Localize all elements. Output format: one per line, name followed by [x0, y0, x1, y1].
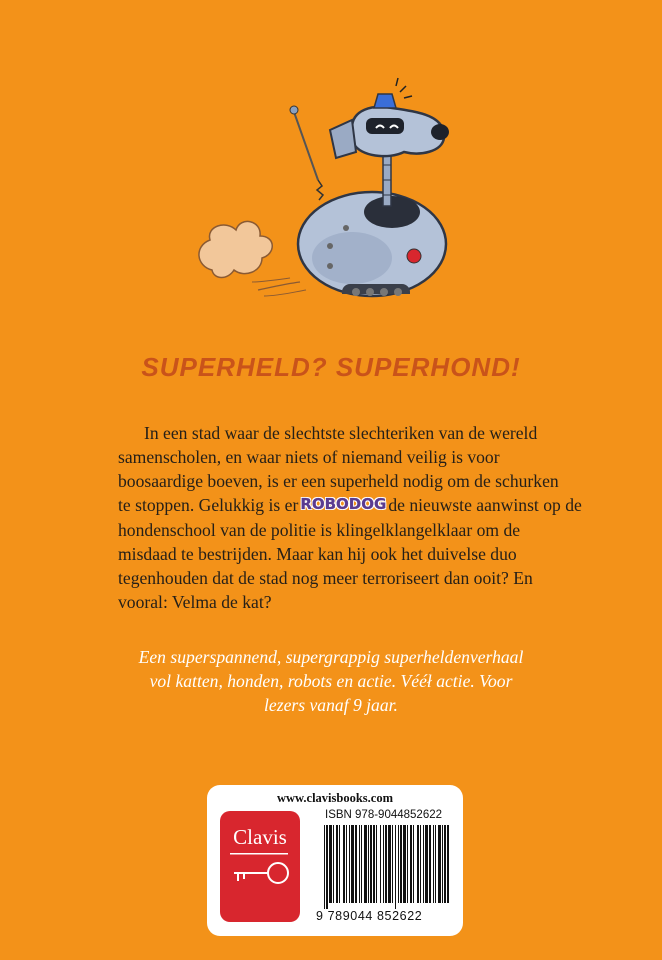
barcode-bar: [324, 825, 325, 909]
synopsis-line: boosaardige boeven, is er een superheld nodig om de schurken: [118, 471, 559, 491]
barcode-bar: [413, 825, 414, 903]
smoke-cloud: [199, 221, 306, 296]
barcode-panel: [207, 785, 463, 936]
barcode-bar: [392, 825, 393, 903]
blurb-line: lezers vanaf 9 jaar.: [264, 695, 398, 715]
synopsis-line: samenscholen, en waar niets of niemand veilig is voor: [118, 447, 500, 467]
tagline: SUPERHELD? SUPERHOND!: [141, 352, 521, 382]
barcode-bar: [429, 825, 431, 903]
key-icon: [220, 811, 300, 922]
barcode-bar: [351, 825, 354, 903]
barcode-bar: [407, 825, 408, 903]
barcode-bar: [444, 825, 446, 903]
barcode-bar: [398, 825, 399, 903]
synopsis-line: hondenschool van de politie is klingelklangelklaar om de: [118, 520, 521, 540]
barcode-bar: [326, 825, 328, 909]
barcode-bar: [329, 825, 332, 903]
robot-dog-illustration: [0, 0, 662, 330]
barcode-bar: [420, 825, 421, 903]
barcode-bar: [435, 825, 436, 903]
robot-head: [330, 78, 449, 158]
barcode-bar: [368, 825, 369, 903]
barcode-bar: [359, 825, 360, 903]
isbn-label: ISBN 978-9044852622: [325, 809, 443, 821]
synopsis-line: In een stad waar de slechtste slechteriken van de wereld: [144, 423, 538, 443]
publisher-name: Clavis: [233, 825, 287, 849]
barcode-bar: [395, 825, 396, 909]
barcode-bar: [361, 825, 362, 903]
synopsis-line: vooral: Velma de kat?: [118, 592, 272, 612]
publisher-logo: [220, 811, 300, 922]
barcode-bar: [370, 825, 372, 903]
synopsis: [118, 421, 582, 614]
barcode-bar: [403, 825, 406, 903]
barcode-bar: [400, 825, 402, 903]
synopsis-line-with-logo: [118, 493, 582, 518]
publisher-url[interactable]: www.clavisbooks.com: [277, 791, 393, 805]
blurb-line: Een superspannend, supergrappig superheldenverhaal: [138, 647, 524, 667]
barcode-bar: [383, 825, 384, 903]
robot-body: [298, 192, 446, 296]
barcode-bar: [349, 825, 350, 903]
barcode-bar: [385, 825, 387, 903]
barcode-bar: [442, 825, 443, 903]
barcode-bar: [417, 825, 419, 903]
barcode: [320, 825, 456, 909]
synopsis-fragment: de nieuwste aanwinst op de: [388, 495, 582, 515]
barcode-bar: [380, 825, 381, 903]
barcode-bar: [346, 825, 347, 903]
barcode-bar: [364, 825, 367, 903]
barcode-bar: [433, 825, 434, 903]
blurb: [100, 645, 562, 717]
barcode-bar: [438, 825, 441, 903]
barcode-bar: [447, 825, 449, 903]
synopsis-line: tegenhouden dat de stad nog meer terroriseert dan ooit? En: [118, 568, 533, 588]
robot-neck: [383, 150, 391, 206]
barcode-bar: [333, 825, 334, 903]
synopsis-fragment: te stoppen. Gelukkig is er: [118, 495, 299, 515]
barcode-bar: [425, 825, 428, 903]
blurb-line: vol katten, honden, robots en actie. Vééł actie. Voor: [149, 671, 513, 691]
antenna: [290, 106, 323, 200]
barcode-bar: [336, 825, 338, 903]
barcode-bar: [410, 825, 412, 903]
synopsis-line: misdaad te bestrijden. Maar kan hij ook het duivelse duo: [118, 544, 517, 564]
barcode-bar: [339, 825, 340, 903]
barcode-bar: [373, 825, 375, 903]
barcode-bar: [376, 825, 377, 903]
barcode-bar: [343, 825, 345, 903]
barcode-digits: 9 789044 852622: [316, 909, 423, 923]
barcode-bar: [355, 825, 357, 903]
robodog-logo-word: ROBODOG: [300, 495, 387, 513]
barcode-bar: [423, 825, 424, 903]
barcode-bar: [388, 825, 391, 903]
